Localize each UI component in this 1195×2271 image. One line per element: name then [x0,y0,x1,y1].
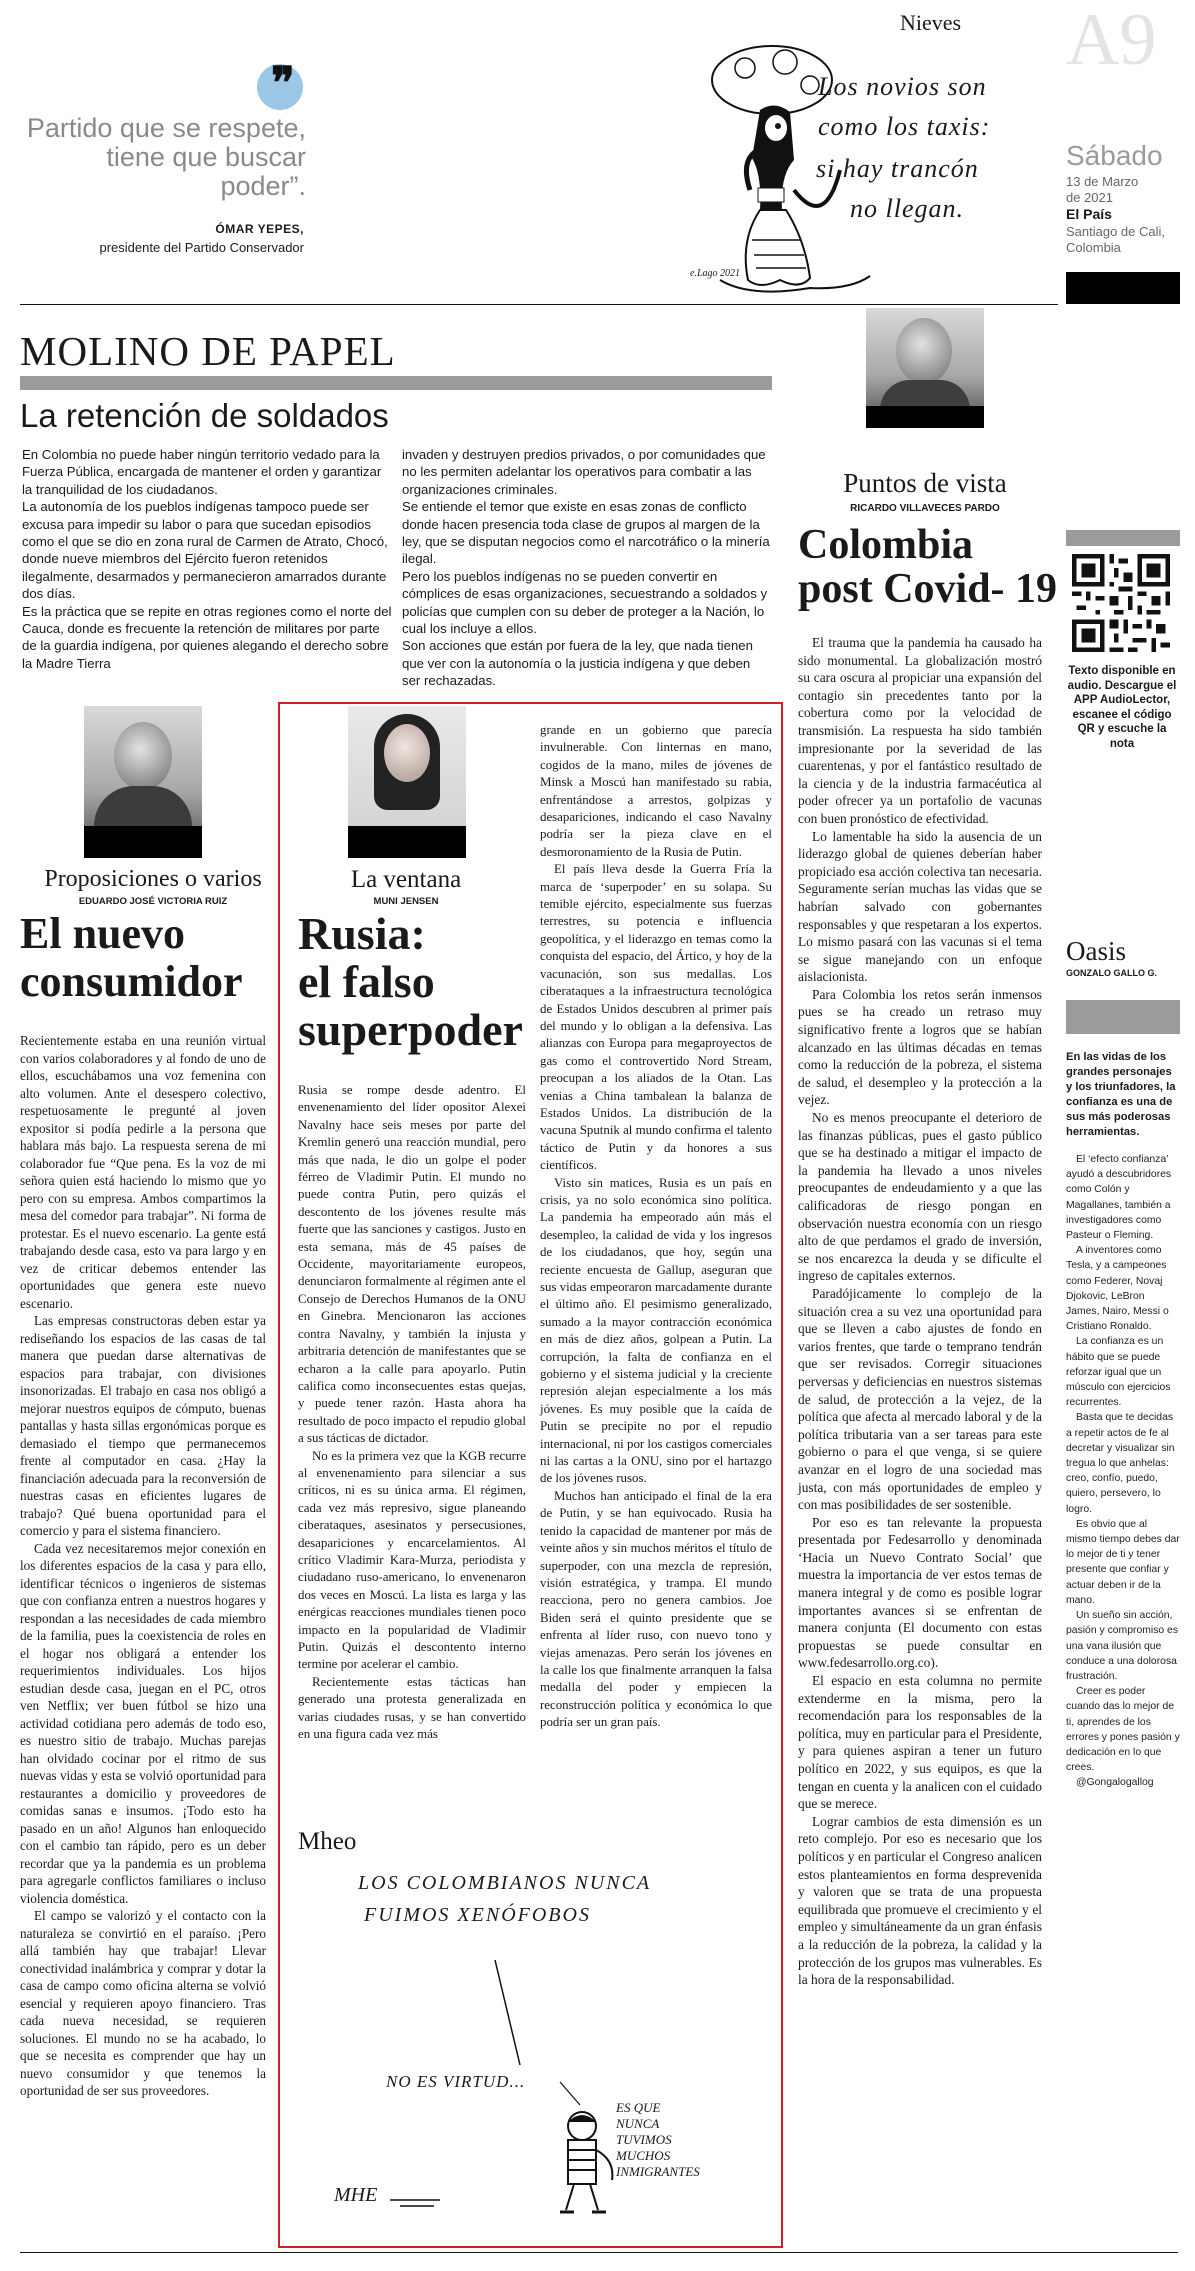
mheo-signature: MHE [334,2184,378,2206]
oasis-section: Oasis [1066,936,1126,966]
ventana-p: Rusia se rompe desde adentro. El envenenamiento del líder opositor Alexei Navalny hace seis meses por parte del Kremlin generó una reacción mundial, pero más que nada, le dio un golpe el poder férreo de Vladimir Putin. El mundo no puede contra Putin, pero quizás el descontento de los jóvenes resulte más fuerte que las sanciones y castigos. Justo en esta semana, más de 45 países de Occidente, mayoritariamente europeos, denunciaron formalmente al régimen ante el Consejo de Derechos Humanos de la ONU en Ginebra. Mencionaron las acciones contra Navalny, y también la injusta y arbitraria detención de manifestantes que se echaron a la calle para apoyarlo. Putin califica como inconsecuentes estas quejas, y puede tener razón. Hasta ahora ha resultado de poco impacto el repudio global a sus tácticas de dictador. [298,1083,526,1446]
editorial-p: Son acciones que están por fuera de la ley, que nada tienen que ver con la autonomía o la justicia indígena y que deben ser rechazadas. [402,638,753,689]
ventana-title-line3: superpoder [298,1004,523,1055]
author-photo-villaveces [866,308,984,428]
mheo-speech: NO ES VIRTUD... [386,2072,526,2091]
editorial-p: La autonomía de los pueblos indígenas tampoco puede ser excusa para impedir su labor o para que sucedan episodios como el que se dio en zona rural de Carmen de Atrato, Chocó, donde nueve miembros del Ejército fueron retenidos ilegalmente, desarmados y permanecieron amarrados durante dos días. [22,499,388,602]
proposiciones-section: Proposiciones o varios [44,866,262,892]
mheo-section: Mheo [298,1828,357,1855]
proposiciones-title-line2: consumidor [20,957,243,1006]
puntos-p: Para Colombia los retos serán inmensos pues se ha creado un retraso muy significativo frente a logros que se habían alcanzado en las últimas décadas en temas como la reducción de la pobreza, el sistema de salud, el desempleo y la protección a la vejez. [798,986,1042,1108]
proposiciones-author: EDUARDO JOSÉ VICTORIA RUIZ [78,896,228,907]
mheo-side-2: NUNCA [616,2116,660,2131]
mheo-drawing [330,1860,750,2240]
ventana-p: Muchos han anticipado el final de la era de Putin, y se han equivocado. Rusia ha tenido la capacidad de mantener por más de veinte años y sin muchos méritos el título de superpoder, con una mezcla de represión, visión estratégica, y trampa. El mundo reacciona, pero no genera cambios. Joe Biden será el quinto presidente que se enfrenta al líder ruso, con nuevo tono y viejas amenazas. Pero serán los jóvenes en la calle los que finalmente arranquen la falsa medalla del poder y empiecen la reconstrucción política y económica lo que podría ser un gran país. [540,1488,772,1730]
oasis-p: La confianza es un hábito que se puede reforzar igual que un músculo con ejercicios recurrentes. [1066,1336,1171,1409]
oasis-p: Es obvio que al mismo tiempo debes dar lo mejor de ti y tener presente que confiar y actuar deben ir de la mano. [1066,1518,1180,1606]
puntos-p: Lograr cambios de esta dimensión es un reto complejo. Por eso es necesario que los políticos y en particular el Congreso analicen estos planteamientos en forma desprevenida y valoren que se trata de una propuesta equilibrada que promueve el crecimiento y el empleo y simultáneamente da un gran énfasis a la reducción de la pobreza, la calidad y la protección de los grupos mas vulnerables. Es la hora de la responsabilidad. [798,1813,1042,1988]
ventana-section: La ventana [350,866,462,893]
proposiciones-p: Las empresas constructoras deben estar ya rediseñando los espacios de las casas de tal manera que puedan darse alternativas de espacios para trabajar, con divisiones insonorizadas. El trabajo en casa nos obligó a mejorar nuestros equipos de cómputo, buenas pantallas y hasta sillas ergonómicas porque es demasiado el tiempo que permanecemos frente al computador en casa. ¿Hay la financiación adecuada para la reconversión de nuestras casas en eficientes lugares de trabajo? Qué buena oportunidad para el comercio y para el sistema financiero. [20,1313,266,1538]
puntos-body [798,634,1042,1989]
editorial-gray-band [20,376,772,390]
editorial-p: En Colombia no puede haber ningún territorio vedado para la Fuerza Pública, encargada de mantener el orden y garantizar la tranquilidad de los ciudadanos. [22,447,382,497]
puntos-p: El espacio en esta columna no permite extenderme en la misma, pero la recomendación para los responsables de la política, muy en particular para el Presidente, y para quienes aspiran a tener un futuro político en 2022, y sus equipos, es que la tengan en cuenta y la analicen con el cuidado que se merece. [798,1673,1042,1812]
oasis-handle: @Gongalogallog [1076,1777,1154,1789]
proposiciones-p: El campo se valorizó y el contacto con la naturaleza se convirtió en el paraíso. ¡Pero allá también hay que trabajar! Llevar conectividad inalámbrica y comprar y dotar la casa de campo como oficina alterna se volvió esencial y requieren apoyo financiero. Tras cada nueva necesidad, se requieren soluciones. El mundo no se ha acabado, lo que se necesita es comprender que hay un nuevo consumidor y que tenemos la oportunidad de ser sus proveedores. [20,1908,266,2098]
proposiciones-p: Cada vez necesitaremos mejor conexión en los diferentes espacios de la casa y para ello, identificar técnicos o ingenieros de sistemas que con confianza entren a nuestros hogares y respondan a las necesidades de cada miembro de la familia, pues la coexistencia de roles en el hogar nos obligará a entender los requerimientos individuales. Los hijos estudian desde casa, juegan en el PC, otros ven Netflix; ver buen fútbol se hizo una actividad cotidiana pero además de todo eso, es nuestro sitio de trabajo. Muchas parejas han olvidado cocinar por el ritmo de sus nuevas vidas y esta se volvió oportunidad para restaurantes a domicilio y proveedores de comidas sanas e insumos. ¡Todo esto ha pasado en un año! Algunos han enloquecido con el cambio tan rápido, pero es un deber recordar que ya la pandemia es un problema para agregarle conflictos familiares o incluso violencia doméstica. [20,1540,266,1906]
top-divider [20,304,1058,305]
dateline-day: Sábado [1066,140,1163,171]
cartoon-text-line3: si hay trancón [816,154,979,183]
mheo-side-3: TUVIMOS [616,2132,672,2147]
mheo-cartoon [330,1860,750,2240]
quote-role: presidente del Partido Conservador [99,240,304,255]
audio-note [1064,664,1180,751]
ventana-p: El país lleva desde la Guerra Fría la marca de ‘superpoder’ en su solapa. Su temible ejército, especialmente sus fuerzas terrestres, su potencia e influencia geopolítica, y el liderazgo en temas como la conquista del espacio, del Ártico, y hoy de la vacunación, son sus medallas. Los ciberataques a la infraestructura tecnológica de Estados Unidos descubren al primer país del mundo y lo obligan a la defensiva. Las alianzas con Europa para megaproyectos de gas como el controvertido Nord Stream, preocupan a los aliados de la Otan. Las venias a China tambalean la balanza de Estados Unidos. La distribución de la vacuna Sputnik al mundo confirma el talento táctico de Putin y da honores a sus científicos. [540,862,772,1173]
editorial-p: Pero los pueblos indígenas no se pueden convertir en cómplices de esas organizaciones, secuestrando a soldados y policías que cumplen con su deber de proteger a la Nación, lo cual los incluye a ellos. [402,568,768,637]
proposiciones-body [20,1032,266,2100]
mheo-line1: LOS COLOMBIANOS NUNCA [358,1872,652,1894]
puntos-title-line2: post Covid- 19 [798,566,1058,612]
proposiciones-title-line1: El nuevo [20,909,186,958]
mheo-side-4: MUCHOS [616,2148,671,2163]
puntos-section: Puntos de vista [843,468,1007,498]
editorial-col2 [402,446,772,690]
ventana-title-line1: Rusia: [298,908,426,959]
dateline-date-2: de 2021 [1066,190,1113,205]
dateline-black-bar [1066,272,1180,304]
editorial-section: MOLINO DE PAPEL [20,328,396,374]
cartoon-text-line2: como los taxis: [818,112,991,141]
puntos-p: No es menos preocupante el deterioro de las finanzas públicas, pues el gasto público que se ha destinado a mitigar el impacto de la pandemia ha llevado a unos niveles preocupantes de endeudamiento y a que las calificadoras de riesgo pongan en observación nuestra economía con un riesgo alto de que perdamos el grado de inversión, se nos encarezca la deuda y se dificulte el ingreso de capitales externos. [798,1110,1042,1284]
audio-app-name: APP AudioLector, [1073,694,1171,706]
editorial-col1 [22,446,392,672]
oasis-gray-band [1066,1000,1180,1034]
ventana-p: Recientemente estas tácticas han generado una protesta generalizada en varias ciudades rusas, y se han convertido en una figura cada vez más [298,1674,526,1742]
mheo-line2: FUIMOS XENÓFOBOS [364,1904,591,1926]
oasis-p: Basta que te decidas a repetir actos de fe al decretar y visualizar sin tregua lo que anhelas: creo, confío, puedo, quiero, persevero, lo logro. [1066,1412,1175,1515]
quote-mark-icon: ❞ [257,64,303,110]
puntos-title-line1: Colombia [798,522,974,568]
puntos-author: RICARDO VILLAVECES PARDO [850,503,1000,514]
author-photo-jensen [348,706,466,858]
author-photo-victoria [84,706,202,858]
puntos-p: Por eso es tan relevante la propuesta presentada por Fedesarrollo y denominada ‘Hacia un Nuevo Contrato Social’ que muestra la importancia de ver estos temas de manera integral y de como es posible lograr importantes avances si se enfrentan de manera conjunta (El documento con estas propuestas se puede consultar en www.fedesarrollo.org.co). [798,1514,1042,1671]
quote-author: ÓMAR YEPES, [215,222,304,236]
quote-text: Partido que se respete, tiene que buscar poder”. [26,113,306,201]
dateline-date-1: 13 de Marzo [1066,174,1139,189]
oasis-author: GONZALO GALLO G. [1066,968,1157,978]
cartoon-text-line1: Los novios son [818,72,987,101]
oasis-lead: En las vidas de los grandes personajes y los triunfadores, la confianza es una de sus más poderosas herramientas. [1066,1051,1176,1138]
section-name: Nieves [900,10,962,35]
cartoon-text-line4: no llegan. [850,194,964,223]
oasis-p: Un sueño sin acción, pasión y compromiso es una vana ilusión que conduce a una dolorosa frustración. [1066,1610,1179,1682]
editorial-p: Es la práctica que se repite en otras regiones como el norte del Cauca, donde es frecuente la retención de militares por parte de la guardia indígena, por quienes alegando el derecho sobre la Madre Tierra [22,603,392,671]
oasis-p: El ‘efecto confianza’ ayudó a descubridores como Colón y Magallanes, también a investigadores como Pasteur o Fleming. [1066,1154,1172,1242]
mheo-side-1: ES QUE [616,2100,661,2115]
ventana-col2 [540,722,772,1732]
oasis-p: A inventores como Tesla, y a campeones como Federer, Novaj Djokovic, LeBron James, Nairo, Messi o Cristiano Ronaldo. [1066,1245,1169,1333]
ventana-p: grande en un gobierno que parecía invulnerable. Con linternas en mano, cogidos de la mano, miles de jóvenes de Minsk a Moscú han manifestado su rabia, enfrentándose a arrestos, golpizas y desapariciones, indicando el caso Navalny podría ser la pieza clave en el desmoronamiento de la Rusia de Putin. [540,723,772,859]
ventana-col1 [298,1082,526,1743]
oasis-p: Creer es poder cuando das lo mejor de ti, aprendes de los errores y pones pasión y dedicación en lo que crees. [1066,1686,1180,1774]
editorial-p: Se entiende el temor que existe en esas zonas de conflicto donde hacen presencia toda clase de grupos al margen de la ley, que se disputan negocios como el narcotráfico o la minería ilegal. [402,499,770,567]
bottom-divider [20,2252,1178,2253]
puntos-p: Lo lamentable ha sido la ausencia de un liderazgo global de quienes deberían haber propiciado esa acción colectiva tan necesaria. Seguramente serían muchas las vidas que se habrían salvado con gobernantes responsables y que respetaran a los expertos. Lo mismo pasará con las vacunas si el tema se sigue manejando con un enfoque aislacionista. [798,828,1042,985]
mheo-side-5: INMIGRANTES [616,2164,700,2179]
ventana-title-line2: el falso [298,956,435,1007]
dateline-city-2: Colombia [1066,240,1121,255]
ventana-p: No es la primera vez que la KGB recurre al envenenamiento para silenciar a sus críticos, ni es su única arma. El régimen, cada vez más represivo, sigue planeando ciberataques, asesinatos y persecusiones, desapariciones y encarcelamientos. Al crítico Vladimir Kara-Murza, periodista y ciudadano ruso-americano, lo envenenaron dos veces en Moscú. La lista es larga y las enérgicas reacciones mundiales tienen poco impacto en la popularidad de Vladimir Putin. Quizás el descontento interno termine por acelerar el cambio. [298,1448,526,1672]
ventana-author: MUNI JENSEN [373,896,439,907]
page-number: A9 [1066,0,1157,81]
puntos-p: Paradójicamente lo complejo de la situación crea a su vez una oportunidad para que se lleven a cabo ajustes de fondo en varios frentes, que tarde o temprano tendrán que ser revisados. Corregir situaciones perversas y deficiencias en nuestros sistemas de salud, de protección a la vejez, de la política que afecta al mercado laboral y de la política tributaria van a ser tareas para este gobierno o para el que venga, si se quiere avanzar en el logro de una sociedad mas justa, con más oportunidades de empleo y con mas posibilidades de ser sostenible. [798,1285,1042,1513]
dateline-paper: El País [1066,206,1112,222]
puntos-p: El trauma que la pandemia ha causado ha sido monumental. La globalización mostró su cara oscura al propiciar una expansión del contagio sin precedentes tanto por la cobertura como por la velocidad de transmisión. La respuesta ha sido también impresionante por la severidad de las cuarentenas, y por el fantástico resultado de la ciencia y de la industria farmacéutica al poder ofrecer ya un portafolio de vacunas con buen pronóstico de efectividad. [798,635,1042,826]
sidebar-gray-band-top [1066,530,1180,546]
ventana-p: Visto sin matices, Rusia es un país en crisis, ya no solo económica sino política. La pandemia ha empeorado aún más el desempleo, la calidad de vida y los ingresos de los ciudadanos, que hoy, según una reciente encuesta de Gallup, aseguran que sus vidas empeoraron marcadamente durante el último año. El pesimismo generalizado, sumado a la mayor contracción económica en más de diez años, golpean a Putin. La corrupción, la falta de confianza en el gobierno y el sistema judicial y la creciente represión alejan especialmente a los más jóvenes. Es muy posible que la caída de Putin se precipite no por el repudio internacional, ni por los castigos comerciales ni las cartas a la ONU, sino por el hartazgo de los jóvenes rusos. [540,1175,772,1486]
proposiciones-p: Recientemente estaba en una reunión virtual con varios colaboradores y al fondo de uno de ellos, escuchábamos una voz femenina con alto volumen. Ante el desespero colectivo, respetuosamente le pregunté al joven expositor si podía pedirle a la persona que hablara más bajo. La respuesta serena de mi colaborador fue “Que pena. Es la voz de mi señora quien está haciendo lo mismo que yo pero con su empresa. Ambos compartimos la mesa del comedor para trabajar”. Ni forma de protestar. Es el nuevo escenario. La gente está trabajando desde casa, esto va para largo y en vez de criticar debemos entender las oportunidades que genera este nuevo escenario. [20,1033,266,1311]
cartoon-signature: e.Lago 2021 [690,268,740,279]
audio-note-text2: escanee el código QR y escuche la nota [1072,708,1172,750]
audio-note-text1: Texto disponible en audio. Descargue el [1067,665,1177,692]
editorial-p: invaden y destruyen predios privados, o por comunidades que no les permiten adelantar los operativos para combatir a las organizaciones criminales. [402,447,766,497]
dateline-city-1: Santiago de Cali, [1066,224,1166,239]
oasis-body [1066,1152,1180,1791]
editorial-title: La retención de soldados [20,397,389,434]
top-cartoon [690,40,1070,305]
qr-code-icon[interactable] [1072,554,1170,652]
